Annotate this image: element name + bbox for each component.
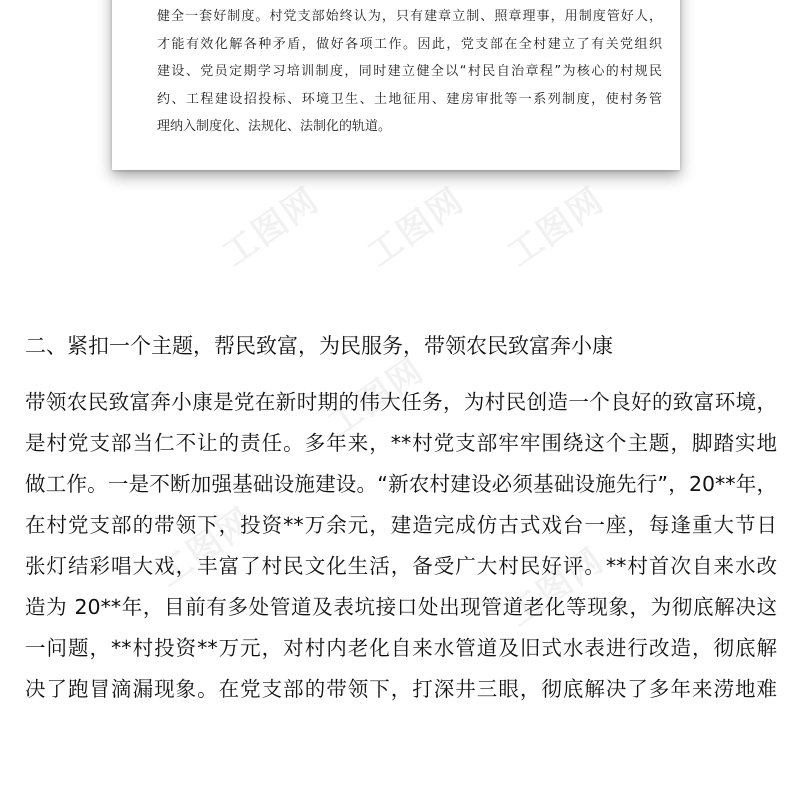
- excerpt-text: [157, 3, 662, 141]
- paragraph-line: 张灯结彩唱大戏，丰富了村民文化生活，备受广大村民好评。**村首次自来水改: [25, 554, 777, 578]
- paragraph-line: 一问题，**村投资**万元，对村内老化自来水管道及旧式水表进行改造，彻底解: [25, 636, 777, 660]
- excerpt-line: 约、工程建设招投标、环境卫生、土地征用、建房审批等一系列制度，使村务管: [157, 91, 662, 107]
- paragraph-line: 在村党支部的带领下，投资**万余元，建造完成仿古式戏台一座，每逢重大节日: [25, 513, 777, 537]
- excerpt-line: 才能有效化解各种矛盾，做好各项工作。因此，党支部在全村建立了有关党组织: [157, 36, 662, 52]
- watermark: 工图网: [500, 540, 612, 635]
- paragraph-line: 带领农民致富奔小康是党在新时期的伟大任务，为村民创造一个良好的致富环境，: [25, 390, 777, 414]
- watermark: 工图网: [320, 350, 432, 445]
- excerpt-card: [112, 0, 680, 170]
- watermark: 工图网: [215, 180, 327, 275]
- paragraph-line: 是村党支部当仁不让的责任。多年来，**村党支部牢牢围绕这个主题，脚踏实地: [25, 431, 777, 455]
- watermark: 工图网: [150, 500, 262, 595]
- watermark: 工图网: [360, 180, 472, 275]
- watermark: 工图网: [500, 180, 612, 275]
- body-paragraph: [25, 382, 777, 710]
- section-heading: 二、紧扣一个主题，帮民致富，为民服务，带领农民致富奔小康: [25, 334, 613, 358]
- paragraph-line: 决了跑冒滴漏现象。在党支部的带领下，打深井三眼，彻底解决了多年来涝地难: [25, 677, 777, 701]
- paragraph-line: 做工作。一是不断加强基础设施建设。“新农村建设必须基础设施先行”，20**年，: [25, 472, 777, 496]
- excerpt-line: 理纳入制度化、法规化、法制化的轨道。: [157, 119, 392, 134]
- excerpt-line: 健全一套好制度。村党支部始终认为，只有建章立制、照章理事，用制度管好人，: [157, 9, 662, 24]
- excerpt-line: 建设、党员定期学习培训制度，同时建立健全以“村民自治章程”为核心的村规民: [157, 64, 662, 79]
- paragraph-line: 造为 20**年，目前有多处管道及表坑接口处出现管道老化等现象，为彻底解决这: [25, 595, 777, 619]
